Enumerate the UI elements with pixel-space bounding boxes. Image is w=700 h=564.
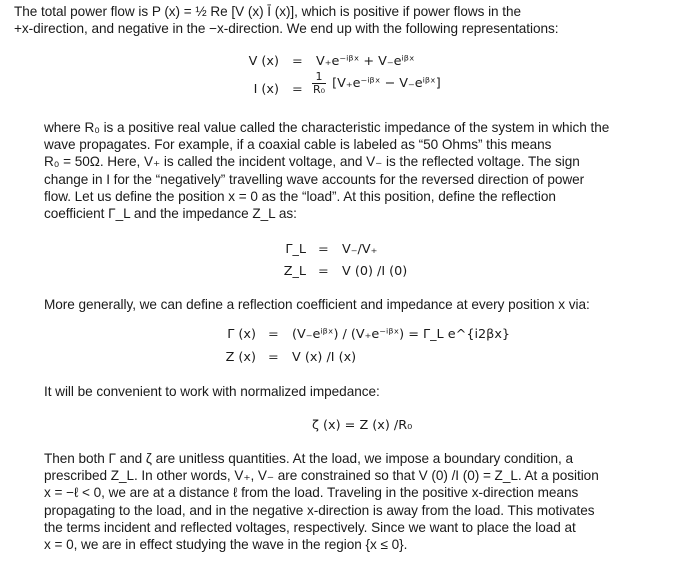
text-line: the terms incident and reflected voltages, respectively. Since we want to place the load at: [44, 519, 576, 535]
equals-sign: =: [318, 264, 329, 279]
text-line: It will be convenient to work with normalized impedance:: [44, 384, 380, 399]
text-line: coefficient Γ_L and the impedance Z_L as:: [44, 206, 297, 222]
equation-rhs: V₊e⁻ⁱᵝˣ + V₋eⁱᵝˣ: [316, 54, 415, 69]
equation-rhs: V (0) /I (0): [342, 264, 408, 279]
equation-rhs: V (x) /I (x): [292, 350, 357, 365]
equation-normalized-impedance: ζ (x) = Z (x) /R₀: [312, 418, 413, 433]
text-line: More generally, we can define a reflection coefficient and impedance at every position x via:: [44, 297, 590, 312]
equation-lhs: Z_L: [283, 264, 306, 279]
paragraph-boundary-condition: [44, 450, 599, 553]
bracket-expression: [V₊e⁻ⁱᵝˣ − V₋eⁱᵝˣ]: [332, 76, 441, 91]
text-line: x = −ℓ < 0, we are at a distance ℓ from the load. Traveling in the positive x-direction means: [44, 485, 579, 501]
equals-sign: =: [268, 327, 279, 342]
equation-lhs: I (x): [253, 82, 279, 97]
equation-lhs: V (x): [248, 54, 279, 69]
fraction-numerator: 1: [312, 71, 326, 84]
paragraph-normalized: [44, 383, 380, 400]
paragraph-general-definition: [44, 296, 590, 313]
equation-rhs: (V₋eⁱᵝˣ) / (V₊e⁻ⁱᵝˣ) = Γ_L e^{i2βx}: [292, 327, 511, 342]
text-line: where R₀ is a positive real value called the characteristic impedance of the system in which the: [44, 120, 610, 135]
fraction-denominator: R₀: [313, 83, 326, 96]
fraction: [312, 71, 326, 96]
text-line: propagating to the load, and in the negative x-direction is away from the load. This motivates: [44, 502, 595, 518]
text-line: x = 0, we are in effect studying the wave in the region {x ≤ 0}.: [44, 537, 408, 553]
paragraph-power-flow: [14, 3, 558, 37]
equals-sign: =: [292, 82, 303, 97]
equation-lhs: Γ_L: [285, 242, 306, 257]
equals-sign: =: [318, 242, 329, 257]
text-line: +x-direction, and negative in the −x-direction. We end up with the following representations:: [14, 21, 559, 37]
text-line: The total power flow is P (x) = ½ Re [V (x) Ī (x)], which is positive if power flows in the: [14, 4, 522, 19]
equals-sign: =: [268, 350, 279, 365]
text-line: change in I for the “negatively” travelling wave accounts for the reversed direction of power: [44, 171, 585, 187]
equation-lhs: Γ (x): [227, 327, 256, 342]
equation-rhs: V₋/V₊: [342, 242, 378, 257]
text-line: prescribed Z_L. In other words, V₊, V₋ are constrained so that V (0) /I (0) = Z_L. At a position: [44, 468, 599, 484]
text-line: R₀ = 50Ω. Here, V₊ is called the incident voltage, and V₋ is the reflected voltage. The sign: [44, 154, 580, 170]
text-line: flow. Let us define the position x = 0 as the “load”. At this position, define the reflection: [44, 188, 556, 204]
equation-lhs: Z (x): [225, 350, 256, 365]
paragraph-characteristic-impedance: [44, 119, 609, 222]
text-line: Then both Γ and ζ are unitless quantities. At the load, we impose a boundary condition, a: [44, 451, 573, 466]
text-line: wave propagates. For example, if a coaxial cable is labeled as “50 Ohms” this means: [44, 137, 552, 153]
equation-rhs: [310, 71, 441, 96]
equals-sign: =: [292, 54, 303, 69]
